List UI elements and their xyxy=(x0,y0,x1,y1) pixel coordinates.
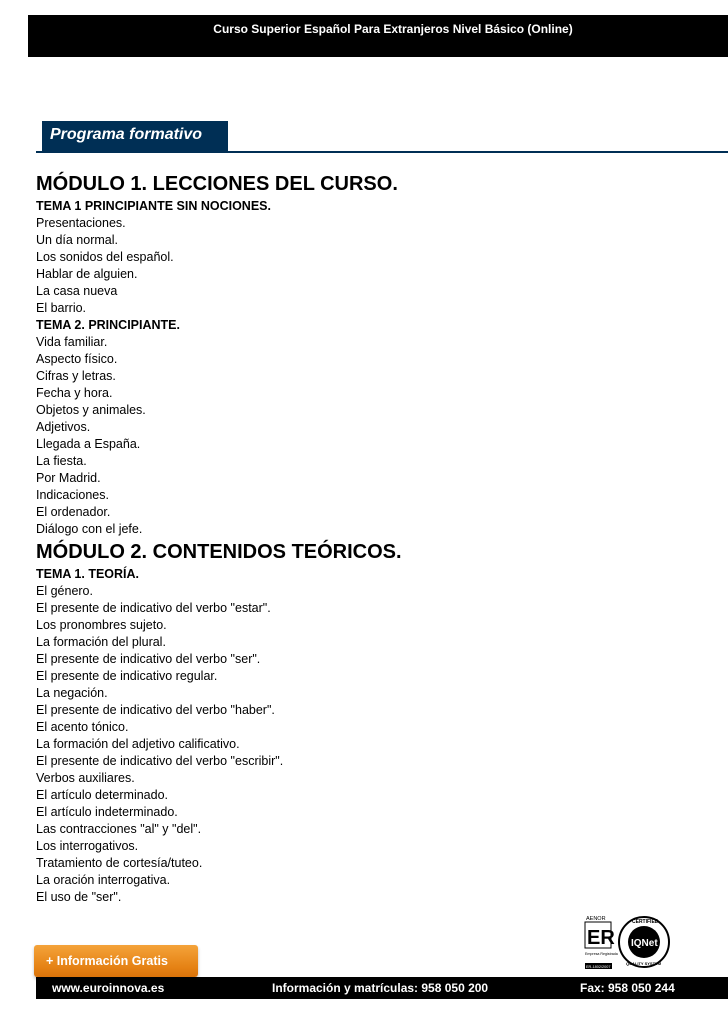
list-item: Un día normal. xyxy=(36,233,118,247)
list-item: Vida familiar. xyxy=(36,335,108,349)
header-bar xyxy=(28,15,728,57)
list-item: Objetos y animales. xyxy=(36,403,146,417)
tema-title: TEMA 1 PRINCIPIANTE SIN NOCIONES. xyxy=(36,199,271,213)
list-item: Hablar de alguien. xyxy=(36,267,138,281)
list-item: El uso de "ser". xyxy=(36,890,122,904)
tema-title: TEMA 1. TEORÍA. xyxy=(36,567,140,581)
list-item: Llegada a España. xyxy=(36,437,141,451)
list-item: Presentaciones. xyxy=(36,216,126,230)
module-title: MÓDULO 2. CONTENIDOS TEÓRICOS. xyxy=(36,541,402,563)
module-2 xyxy=(36,538,696,906)
footer-bar xyxy=(36,977,728,999)
module-1-tema-1 xyxy=(36,198,696,317)
list-item: Fecha y hora. xyxy=(36,386,113,400)
er-label: ER xyxy=(587,927,615,949)
course-title: Curso Superior Español Para Extranjeros Nivel Básico (Online) xyxy=(213,22,573,36)
section-divider xyxy=(36,151,728,153)
fax-number: Fax: 958 050 244 xyxy=(580,981,675,995)
list-item: Por Madrid. xyxy=(36,471,101,485)
list-item: El ordenador. xyxy=(36,505,111,519)
list-item: El presente de indicativo del verbo "ser". xyxy=(36,652,261,666)
list-item: El género. xyxy=(36,584,93,598)
list-item: Verbos auxiliares. xyxy=(36,771,135,785)
section-tab xyxy=(42,121,228,151)
syllabus-content xyxy=(36,170,696,906)
list-item: Diálogo con el jefe. xyxy=(36,522,143,536)
list-item: El presente de indicativo del verbo "escribir". xyxy=(36,754,284,768)
list-item: Las contracciones "al" y "del". xyxy=(36,822,202,836)
list-item: La fiesta. xyxy=(36,454,87,468)
iqnet-ring-bottom: QUALITY SYSTEM xyxy=(626,961,662,966)
list-item: La oración interrogativa. xyxy=(36,873,171,887)
list-item: Aspecto físico. xyxy=(36,352,118,366)
module-2-tema-1 xyxy=(36,566,696,906)
module-1 xyxy=(36,170,696,538)
list-item: La formación del plural. xyxy=(36,635,166,649)
aenor-label: AENOR xyxy=(586,916,606,922)
section-tab-label: Programa formativo xyxy=(50,126,203,143)
list-item: La negación. xyxy=(36,686,108,700)
aenor-iqnet-seal xyxy=(584,913,674,971)
certification-logos xyxy=(584,913,674,971)
module-title: MÓDULO 1. LECCIONES DEL CURSO. xyxy=(36,173,398,195)
list-item: El presente de indicativo regular. xyxy=(36,669,218,683)
list-item: Los interrogativos. xyxy=(36,839,139,853)
aenor-code: ER-1802/2007 xyxy=(586,965,611,969)
module-1-tema-2 xyxy=(36,317,696,538)
tema-title: TEMA 2. PRINCIPIANTE. xyxy=(36,318,180,332)
list-item: Los pronombres sujeto. xyxy=(36,618,167,632)
list-item: La casa nueva xyxy=(36,284,118,298)
list-item: Tratamiento de cortesía/tuteo. xyxy=(36,856,203,870)
iqnet-label: IQNet xyxy=(631,938,658,949)
list-item: El acento tónico. xyxy=(36,720,129,734)
list-item: Adjetivos. xyxy=(36,420,91,434)
list-item: El presente de indicativo del verbo "haber". xyxy=(36,703,275,717)
info-phone: Información y matrículas: 958 050 200 xyxy=(272,981,489,995)
list-item: Indicaciones. xyxy=(36,488,109,502)
list-item: La formación del adjetivo calificativo. xyxy=(36,737,240,751)
list-item: El artículo determinado. xyxy=(36,788,169,802)
list-item: El presente de indicativo del verbo "estar". xyxy=(36,601,271,615)
website-link[interactable]: www.euroinnova.es xyxy=(52,981,165,995)
info-gratis-label: + Información Gratis xyxy=(46,954,168,968)
iqnet-ring-top: CERTIFIED xyxy=(632,919,659,925)
aenor-sub: Empresa Registrada xyxy=(585,952,618,956)
info-gratis-button[interactable] xyxy=(34,945,198,977)
list-item: El artículo indeterminado. xyxy=(36,805,178,819)
list-item: Los sonidos del español. xyxy=(36,250,174,264)
list-item: Cifras y letras. xyxy=(36,369,116,383)
list-item: El barrio. xyxy=(36,301,87,315)
